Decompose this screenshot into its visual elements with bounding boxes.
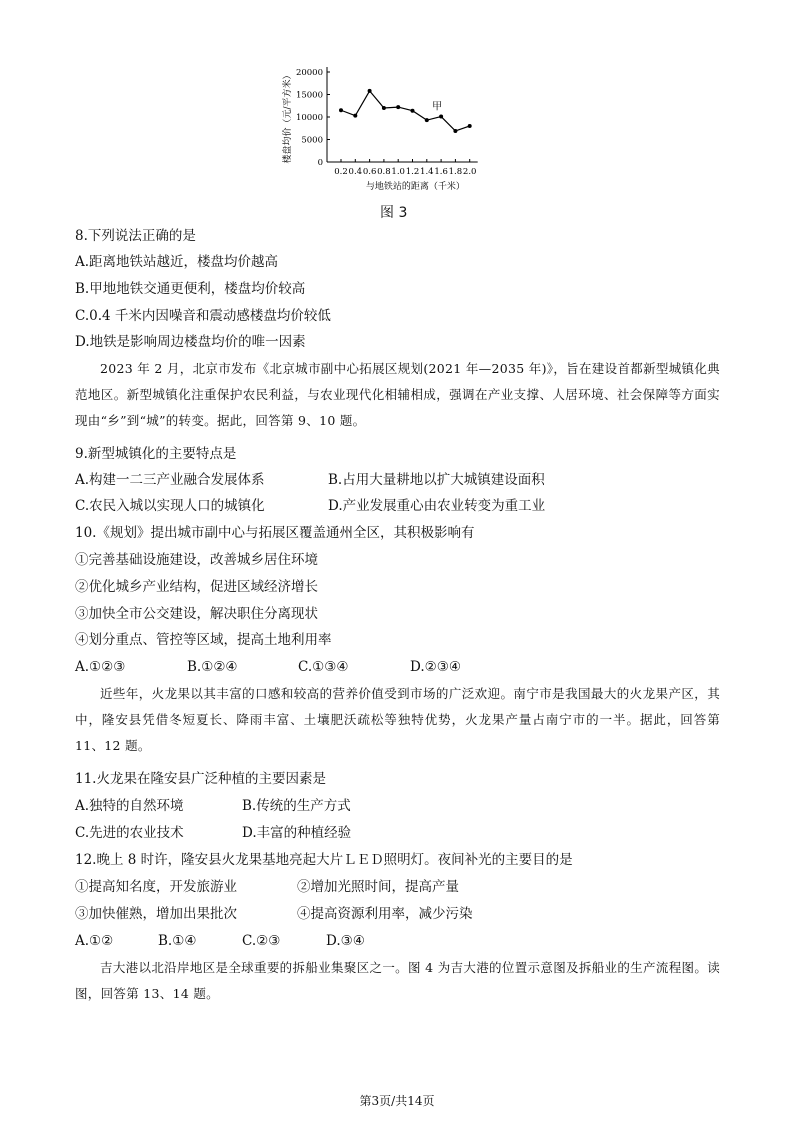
y-tick-label: 5000	[301, 135, 323, 146]
page-footer: 第3页/共14页	[359, 1094, 435, 1108]
y-axis-title: 楼盘均价（元/平方米）	[283, 70, 293, 164]
q12-option-c: C.②③	[242, 933, 281, 949]
q9-stem: 9.新型城镇化的主要特点是	[75, 446, 237, 462]
x-tick-label: 2.0	[462, 167, 477, 177]
q10-option-c: C.①③④	[298, 659, 349, 675]
q10-stem: 10.《规划》提出城市副中心与拓展区覆盖通州全区，其积极影响有	[75, 525, 475, 541]
q12-item-2: ②增加光照时间，提高产量	[297, 879, 459, 895]
price-series-line	[341, 91, 470, 131]
q10-option-a: A.①②③	[75, 659, 126, 675]
q12-item-1: ①提高知名度，开发旅游业	[75, 879, 237, 895]
q10-item-4: ④划分重点、管控等区域，提高土地利用率	[75, 632, 332, 648]
x-tick-label: 1.0	[391, 167, 405, 177]
q8-option-c: C.0.4 千米内因噪音和震动感楼盘均价较低	[75, 308, 331, 324]
q11-option-a: A.独特的自然环境	[75, 798, 184, 814]
q8-stem: 8.下列说法正确的是	[75, 228, 196, 244]
material-9-10: 2023 年 2 月，北京市发布《北京城市副中心拓展区规划(2021 年—2035 年)》，旨在建设首都新型城镇化典范地区。新型城镇化注重保护农民利益，与农业现代化相辅相成，强调在产业支撑、人居环境、社会保障等方面实现由“乡”到“城”的转变。据此，回答第 9、10 题。	[75, 361, 720, 428]
price-data-point	[353, 114, 357, 118]
price-data-point	[425, 118, 429, 122]
q10-option-d: D.②③④	[410, 659, 461, 675]
price-data-point	[368, 89, 372, 93]
price-distance-chart	[270, 55, 530, 200]
q12-option-d: D.③④	[326, 933, 365, 949]
annotation-label: 甲	[432, 101, 443, 113]
q10-item-1: ①完善基础设施建设，改善城乡居住环境	[75, 552, 318, 568]
q12-stem: 12.晚上 8 时许，隆安县火龙果基地亮起大片ＬＥＤ照明灯。夜间补光的主要目的是	[75, 852, 573, 868]
q8-option-a: A.距离地铁站越近，楼盘均价越高	[75, 254, 279, 270]
q11-stem: 11.火龙果在隆安县广泛种植的主要因素是	[75, 771, 326, 787]
x-tick-label: 1.6	[434, 167, 448, 177]
q9-option-d: D.产业发展重心由农业转变为重工业	[328, 498, 546, 514]
figure-caption: 图 3	[380, 205, 408, 221]
x-axis-title: 与地铁站的距离（千米）	[365, 182, 465, 192]
q8-option-b: B.甲地地铁交通更便利，楼盘均价较高	[75, 281, 306, 297]
x-tick-label: 1.8	[448, 167, 463, 177]
price-data-point	[439, 115, 443, 119]
x-tick-label: 1.4	[420, 167, 434, 177]
price-data-point	[453, 129, 457, 133]
price-data-point	[339, 108, 343, 112]
q10-item-3: ③加快全市公交建设，解决职住分离现状	[75, 606, 318, 622]
q9-option-c: C.农民入城以实现人口的城镇化	[75, 498, 265, 514]
price-data-point	[411, 109, 415, 113]
q8-option-d: D.地铁是影响周边楼盘均价的唯一因素	[75, 334, 306, 350]
x-tick-label: 0.4	[348, 167, 363, 177]
x-tick-label: 0.2	[334, 167, 348, 177]
q9-option-a: A.构建一二三产业融合发展体系	[75, 472, 265, 488]
y-tick-label: 0	[317, 158, 323, 168]
price-data-point	[396, 105, 400, 109]
q12-option-a: A.①②	[75, 933, 114, 949]
q11-option-b: B.传统的生产方式	[242, 798, 351, 814]
material-13-14: 吉大港以北沿岸地区是全球重要的拆船业集聚区之一。图 4 为吉大港的位置示意图及拆船业的生产流程图。读图，回答第 13、14 题。	[75, 960, 720, 1001]
price-data-point	[468, 124, 472, 128]
y-tick-label: 10000	[295, 113, 323, 123]
q10-option-b: B.①②④	[187, 659, 238, 675]
q10-item-2: ②优化城乡产业结构，促进区域经济增长	[75, 579, 318, 595]
y-tick-label: 15000	[295, 90, 323, 101]
q12-option-b: B.①④	[158, 933, 197, 949]
q12-item-4: ④提高资源利用率，减少污染	[297, 906, 473, 922]
x-tick-label: 0.8	[377, 167, 391, 177]
price-data-point	[382, 106, 386, 110]
y-tick-label: 20000	[295, 68, 323, 78]
material-11-12: 近些年，火龙果以其丰富的口感和较高的营养价值受到市场的广泛欢迎。南宁市是我国最大的火龙果产区，其中，隆安县凭借冬短夏长、降雨丰富、土壤肥沃疏松等独特优势，火龙果产量占南宁市的一半。据此，回答第 11、12 题。	[75, 686, 720, 753]
q11-option-c: C.先进的农业技术	[75, 825, 184, 841]
q9-option-b: B.占用大量耕地以扩大城镇建设面积	[328, 472, 545, 488]
x-tick-label: 0.6	[362, 167, 377, 177]
q12-item-3: ③加快催熟，增加出果批次	[75, 906, 237, 922]
q11-option-d: D.丰富的种植经验	[242, 825, 352, 841]
x-tick-label: 1.2	[405, 167, 420, 177]
